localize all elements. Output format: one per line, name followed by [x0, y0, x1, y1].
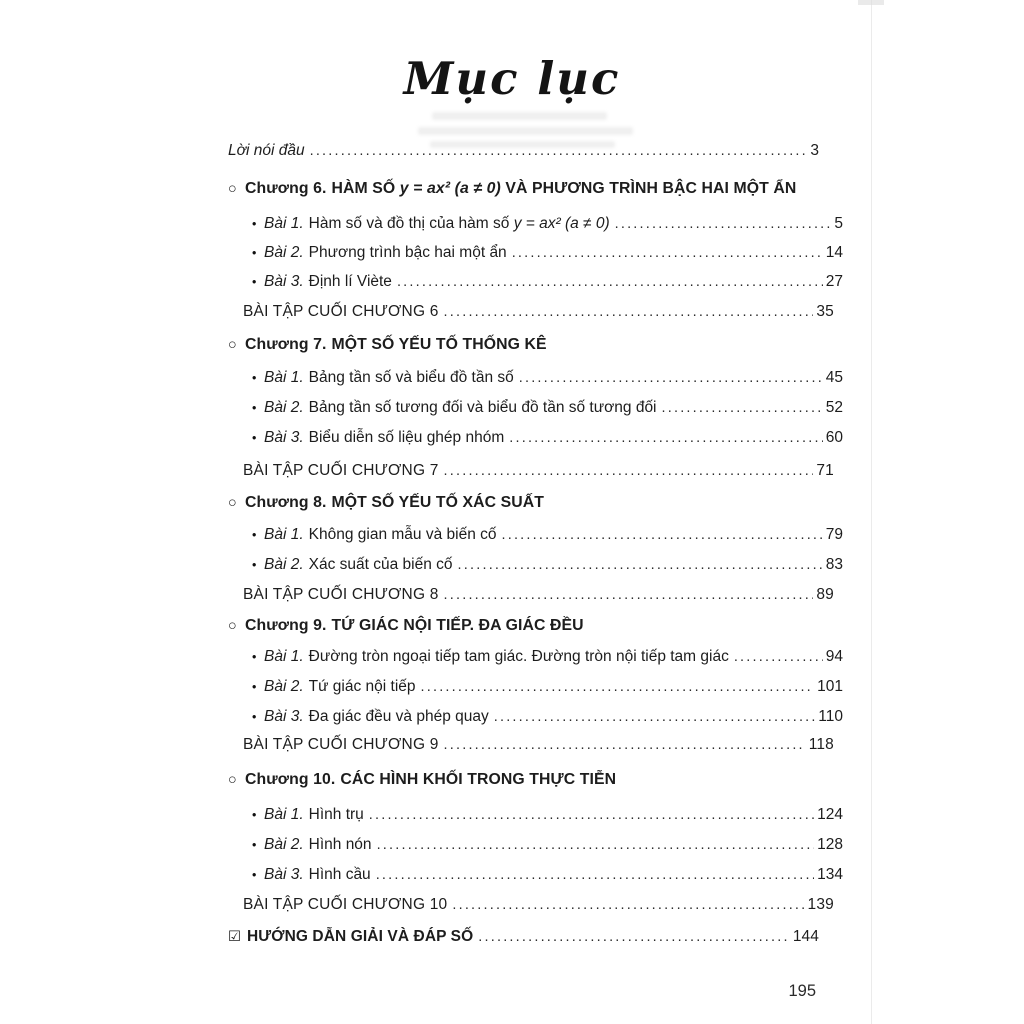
dot-leader	[662, 393, 823, 423]
dot-leader	[421, 672, 815, 702]
dot-leader	[519, 363, 823, 393]
toc-item	[228, 423, 843, 453]
entry-page: 35	[816, 303, 834, 320]
dot-leader	[369, 800, 814, 830]
chapter-review-entry	[228, 730, 834, 760]
lesson-title: Biểu diễn số liệu ghép nhóm	[308, 429, 505, 446]
chapter-title: Chương 7. MỘT SỐ YẾU TỐ THỐNG KÊ	[245, 336, 547, 353]
dot-leader	[444, 456, 814, 486]
chapter-title: Chương 10. CÁC HÌNH KHỐI TRONG THỰC TIỄN	[245, 771, 617, 788]
entry-page: 5	[834, 215, 843, 232]
bullet-icon: •	[252, 808, 257, 822]
chapter-heading	[228, 330, 819, 360]
lesson-title: Không gian mẫu và biến cố	[308, 526, 497, 543]
lesson-label: Bài 3.	[264, 708, 304, 725]
lesson-label: Bài 1.	[264, 526, 304, 543]
entry-page: 83	[825, 556, 843, 573]
entry-label: BÀI TẬP CUỐI CHƯƠNG 6	[243, 303, 439, 320]
dot-leader	[310, 136, 808, 166]
chapter-review-entry	[228, 297, 834, 327]
lesson-label: Bài 2.	[264, 678, 304, 695]
bullet-icon: •	[252, 680, 257, 694]
dot-leader	[444, 580, 814, 610]
lesson-title: Bảng tần số tương đối và biểu đồ tần số tương đối	[308, 399, 657, 416]
dot-leader	[512, 238, 823, 268]
dot-leader	[444, 297, 814, 327]
entry-page: 144	[792, 928, 819, 945]
circle-icon: ○	[228, 772, 237, 788]
dot-leader	[494, 702, 816, 732]
chapter-title: Chương 9. TỨ GIÁC NỘI TIẾP. ĐA GIÁC ĐỀU	[245, 617, 584, 634]
bullet-icon: •	[252, 401, 257, 415]
toc-item	[228, 702, 843, 732]
chapter-heading	[228, 611, 819, 641]
dot-leader	[444, 730, 806, 760]
lesson-title: Định lí Viète	[308, 273, 392, 290]
entry-page: 3	[810, 142, 819, 159]
page-title: Mục lục	[403, 52, 621, 105]
dot-leader	[376, 860, 814, 890]
lesson-title: Xác suất của biến cố	[308, 556, 453, 573]
entry-page: 71	[816, 462, 834, 479]
lesson-title: Bảng tần số và biểu đồ tần số	[308, 369, 514, 386]
entry-label: BÀI TẬP CUỐI CHƯƠNG 7	[243, 462, 439, 479]
circle-icon: ○	[228, 618, 237, 634]
page-edge-mark	[858, 0, 884, 5]
toc-item	[228, 393, 843, 423]
chapter-review-entry	[228, 580, 834, 610]
toc-item	[228, 800, 843, 830]
page-number: 195	[788, 982, 816, 1000]
dot-leader	[615, 209, 832, 239]
bullet-icon: •	[252, 217, 257, 231]
toc-entry-answers	[228, 922, 819, 952]
dot-leader	[458, 550, 823, 580]
entry-page: 101	[817, 678, 843, 695]
lesson-label: Bài 2.	[264, 399, 304, 416]
lesson-title: Đa giác đều và phép quay	[308, 708, 489, 725]
bullet-icon: •	[252, 710, 257, 724]
checkbox-checked-icon: ☑	[228, 929, 242, 945]
toc-item	[228, 238, 843, 268]
toc-item	[228, 830, 843, 860]
lesson-title: Đường tròn ngoại tiếp tam giác. Đường tròn nội tiếp tam giác	[308, 648, 729, 665]
entry-page: 118	[808, 736, 834, 753]
chapter-review-entry	[228, 890, 834, 920]
lesson-label: Bài 1.	[264, 648, 304, 665]
toc-item	[228, 550, 843, 580]
lesson-label: Bài 2.	[264, 244, 304, 261]
table-of-contents	[228, 0, 843, 1024]
dot-leader	[452, 890, 804, 920]
chapter-title: Chương 8. MỘT SỐ YẾU TỐ XÁC SUẤT	[245, 494, 545, 511]
bullet-icon: •	[252, 246, 257, 260]
bullet-icon: •	[252, 868, 257, 882]
dot-leader	[502, 520, 823, 550]
lesson-label: Bài 2.	[264, 836, 304, 853]
circle-icon: ○	[228, 181, 237, 197]
bullet-icon: •	[252, 558, 257, 572]
entry-page: 14	[825, 244, 843, 261]
entry-label: HƯỚNG DẪN GIẢI VÀ ĐÁP SỐ	[247, 928, 474, 945]
entry-page: 89	[816, 586, 834, 603]
chapter-review-entry	[228, 456, 834, 486]
entry-page: 128	[817, 836, 843, 853]
entry-label: BÀI TẬP CUỐI CHƯƠNG 8	[243, 586, 439, 603]
lesson-label: Bài 2.	[264, 556, 304, 573]
bullet-icon: •	[252, 528, 257, 542]
circle-icon: ○	[228, 495, 237, 511]
entry-label: Lời nói đầu	[228, 142, 305, 159]
entry-page: 139	[807, 896, 834, 913]
lesson-title: Phương trình bậc hai một ẩn	[308, 244, 507, 261]
entry-page: 45	[825, 369, 843, 386]
dot-leader	[377, 830, 815, 860]
lesson-title: Tứ giác nội tiếp	[308, 678, 416, 695]
lesson-label: Bài 1.	[264, 806, 304, 823]
entry-page: 110	[818, 708, 843, 725]
lesson-title: Hình cầu	[308, 866, 371, 883]
entry-label: BÀI TẬP CUỐI CHƯƠNG 9	[243, 736, 439, 753]
entry-page: 27	[825, 273, 843, 290]
toc-item	[228, 209, 843, 239]
chapter-heading	[228, 174, 819, 204]
bullet-icon: •	[252, 431, 257, 445]
toc-item	[228, 267, 843, 297]
bullet-icon: •	[252, 650, 257, 664]
entry-page: 52	[825, 399, 843, 416]
entry-page: 94	[825, 648, 843, 665]
lesson-label: Bài 1.	[264, 369, 304, 386]
chapter-title: Chương 6. HÀM SỐ y = ax² (a ≠ 0) VÀ PHƯƠNG TRÌNH BẬC HAI MỘT ẨN	[245, 180, 797, 197]
circle-icon: ○	[228, 337, 237, 353]
chapter-heading	[228, 488, 819, 518]
entry-label: BÀI TẬP CUỐI CHƯƠNG 10	[243, 896, 448, 913]
bullet-icon: •	[252, 275, 257, 289]
entry-page: 134	[817, 866, 843, 883]
lesson-title: Hàm số và đồ thị của hàm số y = ax² (a ≠ 0)	[308, 215, 610, 232]
bullet-icon: •	[252, 838, 257, 852]
toc-entry-preface	[228, 136, 819, 166]
lesson-title: Hình nón	[308, 836, 372, 853]
lesson-label: Bài 3.	[264, 273, 304, 290]
toc-item	[228, 363, 843, 393]
dot-leader	[509, 423, 822, 453]
toc-item	[228, 860, 843, 890]
entry-page: 124	[817, 806, 843, 823]
dot-leader	[397, 267, 823, 297]
entry-page: 60	[825, 429, 843, 446]
toc-item	[228, 642, 843, 672]
toc-item	[228, 672, 843, 702]
lesson-label: Bài 1.	[264, 215, 304, 232]
entry-page: 79	[825, 526, 843, 543]
lesson-title: Hình trụ	[308, 806, 364, 823]
chapter-heading	[228, 765, 819, 795]
dot-leader	[478, 922, 790, 952]
page-edge-line	[871, 0, 872, 1024]
dot-leader	[734, 642, 823, 672]
lesson-label: Bài 3.	[264, 429, 304, 446]
lesson-label: Bài 3.	[264, 866, 304, 883]
toc-item	[228, 520, 843, 550]
bullet-icon: •	[252, 371, 257, 385]
